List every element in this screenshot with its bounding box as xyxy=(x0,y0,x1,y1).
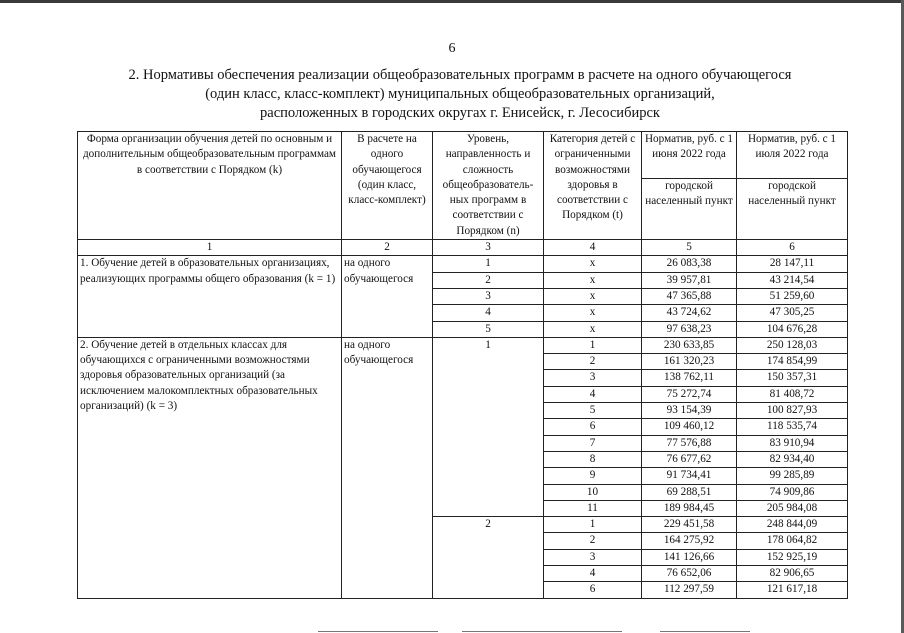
column-numbers-row xyxy=(78,240,848,256)
norm-june-cell: 39 957,81 xyxy=(642,272,737,288)
column-number: 4 xyxy=(544,240,642,256)
norm-july-cell: 150 357,31 xyxy=(737,370,848,386)
category-cell: 6 xyxy=(544,419,642,435)
category-cell: 11 xyxy=(544,500,642,516)
level-cell: 1 xyxy=(433,337,544,516)
section-title xyxy=(60,66,860,123)
category-cell: 3 xyxy=(544,549,642,565)
scan-border-top xyxy=(0,0,904,3)
header-norm-june: Норматив, руб. с 1 июня 2022 года xyxy=(642,132,737,179)
category-cell: х xyxy=(544,321,642,337)
norm-june-cell: 109 460,12 xyxy=(642,419,737,435)
level-cell: 5 xyxy=(433,321,544,337)
norms-table xyxy=(77,131,848,599)
norm-june-cell: 76 652,06 xyxy=(642,566,737,582)
title-line-2: (один класс, класс-комплект) муниципальных общеобразовательных организаций, xyxy=(205,86,715,102)
scan-edge-mark xyxy=(660,631,750,632)
norm-july-cell: 205 984,08 xyxy=(737,500,848,516)
category-cell: х xyxy=(544,256,642,272)
norm-june-cell: 69 288,51 xyxy=(642,484,737,500)
header-norm-july-sub: городской населенный пункт xyxy=(737,178,848,239)
header-norm-july: Норматив, руб. с 1 июля 2022 года xyxy=(737,132,848,179)
scan-edge-mark xyxy=(318,631,438,632)
page-number: 6 xyxy=(448,41,456,56)
title-line-3: расположенных в городских округах г. Енисейск, г. Лесосибирск xyxy=(260,105,660,121)
norm-june-cell: 229 451,58 xyxy=(642,517,737,533)
group-form-cell: 2. Обучение детей в отдельных классах для обучающихся с ограниченными возможностями здоровья образовательных организаций (за исключением малокомплектных образовательных организаций) (k = 3) xyxy=(78,337,342,598)
level-cell: 1 xyxy=(433,256,544,272)
category-cell: 1 xyxy=(544,517,642,533)
category-cell: 3 xyxy=(544,370,642,386)
norm-july-cell: 51 259,60 xyxy=(737,288,848,304)
norm-july-cell: 152 925,19 xyxy=(737,549,848,565)
header-norm-june-sub: городской населенный пункт xyxy=(642,178,737,239)
norm-june-cell: 97 638,23 xyxy=(642,321,737,337)
norm-june-cell: 43 724,62 xyxy=(642,305,737,321)
group-per-cell: на одного обучающегося xyxy=(342,256,433,337)
norm-july-cell: 118 535,74 xyxy=(737,419,848,435)
table-row xyxy=(78,337,848,353)
norm-june-cell: 189 984,45 xyxy=(642,500,737,516)
level-cell: 4 xyxy=(433,305,544,321)
category-cell: 1 xyxy=(544,337,642,353)
column-number: 5 xyxy=(642,240,737,256)
header-form: Форма организации обучения детей по основным и дополнительным общеобразовательным программам в соответствии с Порядком (k) xyxy=(78,132,342,240)
norm-july-cell: 81 408,72 xyxy=(737,386,848,402)
category-cell: 6 xyxy=(544,582,642,598)
category-cell: 2 xyxy=(544,354,642,370)
norm-june-cell: 138 762,11 xyxy=(642,370,737,386)
category-cell: 5 xyxy=(544,403,642,419)
header-row xyxy=(78,132,848,179)
category-cell: 2 xyxy=(544,533,642,549)
level-cell: 2 xyxy=(433,517,544,598)
header-level: Уровень, направленность и сложность общеобразователь-ных программ в соответствии с Порядком (n) xyxy=(433,132,544,240)
norm-june-cell: 161 320,23 xyxy=(642,354,737,370)
norm-june-cell: 230 633,85 xyxy=(642,337,737,353)
column-number: 1 xyxy=(78,240,342,256)
category-cell: 10 xyxy=(544,484,642,500)
norm-june-cell: 76 677,62 xyxy=(642,451,737,467)
category-cell: х xyxy=(544,288,642,304)
norm-july-cell: 174 854,99 xyxy=(737,354,848,370)
category-cell: 8 xyxy=(544,451,642,467)
norm-july-cell: 43 214,54 xyxy=(737,272,848,288)
norm-july-cell: 248 844,09 xyxy=(737,517,848,533)
norm-july-cell: 178 064,82 xyxy=(737,533,848,549)
category-cell: 9 xyxy=(544,468,642,484)
norm-june-cell: 26 083,38 xyxy=(642,256,737,272)
column-number: 3 xyxy=(433,240,544,256)
norm-june-cell: 77 576,88 xyxy=(642,435,737,451)
group-per-cell: на одного обучающегося xyxy=(342,337,433,598)
group-form-cell: 1. Обучение детей в образовательных организациях, реализующих программы общего образования (k = 1) xyxy=(78,256,342,337)
norm-july-cell: 250 128,03 xyxy=(737,337,848,353)
scan-edge-mark xyxy=(462,631,622,632)
category-cell: 7 xyxy=(544,435,642,451)
norm-july-cell: 83 910,94 xyxy=(737,435,848,451)
title-line-1: 2. Нормативы обеспечения реализации общеобразовательных программ в расчете на одного обучающегося xyxy=(128,67,792,83)
norm-july-cell: 100 827,93 xyxy=(737,403,848,419)
norm-june-cell: 141 126,66 xyxy=(642,549,737,565)
norm-june-cell: 164 275,92 xyxy=(642,533,737,549)
category-cell: 4 xyxy=(544,386,642,402)
header-category: Категория детей с ограниченными возможностями здоровья в соответствии с Порядком (t) xyxy=(544,132,642,240)
norm-july-cell: 82 906,65 xyxy=(737,566,848,582)
norm-june-cell: 91 734,41 xyxy=(642,468,737,484)
header-per: В расчете на одного обучающегося (один класс, класс-комплект) xyxy=(342,132,433,240)
norm-july-cell: 121 617,18 xyxy=(737,582,848,598)
norm-june-cell: 93 154,39 xyxy=(642,403,737,419)
norm-july-cell: 74 909,86 xyxy=(737,484,848,500)
norm-june-cell: 75 272,74 xyxy=(642,386,737,402)
category-cell: 4 xyxy=(544,566,642,582)
level-cell: 3 xyxy=(433,288,544,304)
column-number: 2 xyxy=(342,240,433,256)
level-cell: 2 xyxy=(433,272,544,288)
norm-july-cell: 28 147,11 xyxy=(737,256,848,272)
norm-july-cell: 47 305,25 xyxy=(737,305,848,321)
norm-june-cell: 112 297,59 xyxy=(642,582,737,598)
category-cell: х xyxy=(544,272,642,288)
table-row xyxy=(78,256,848,272)
norm-june-cell: 47 365,88 xyxy=(642,288,737,304)
column-number: 6 xyxy=(737,240,848,256)
norm-july-cell: 99 285,89 xyxy=(737,468,848,484)
norm-july-cell: 82 934,40 xyxy=(737,451,848,467)
norm-july-cell: 104 676,28 xyxy=(737,321,848,337)
category-cell: х xyxy=(544,305,642,321)
